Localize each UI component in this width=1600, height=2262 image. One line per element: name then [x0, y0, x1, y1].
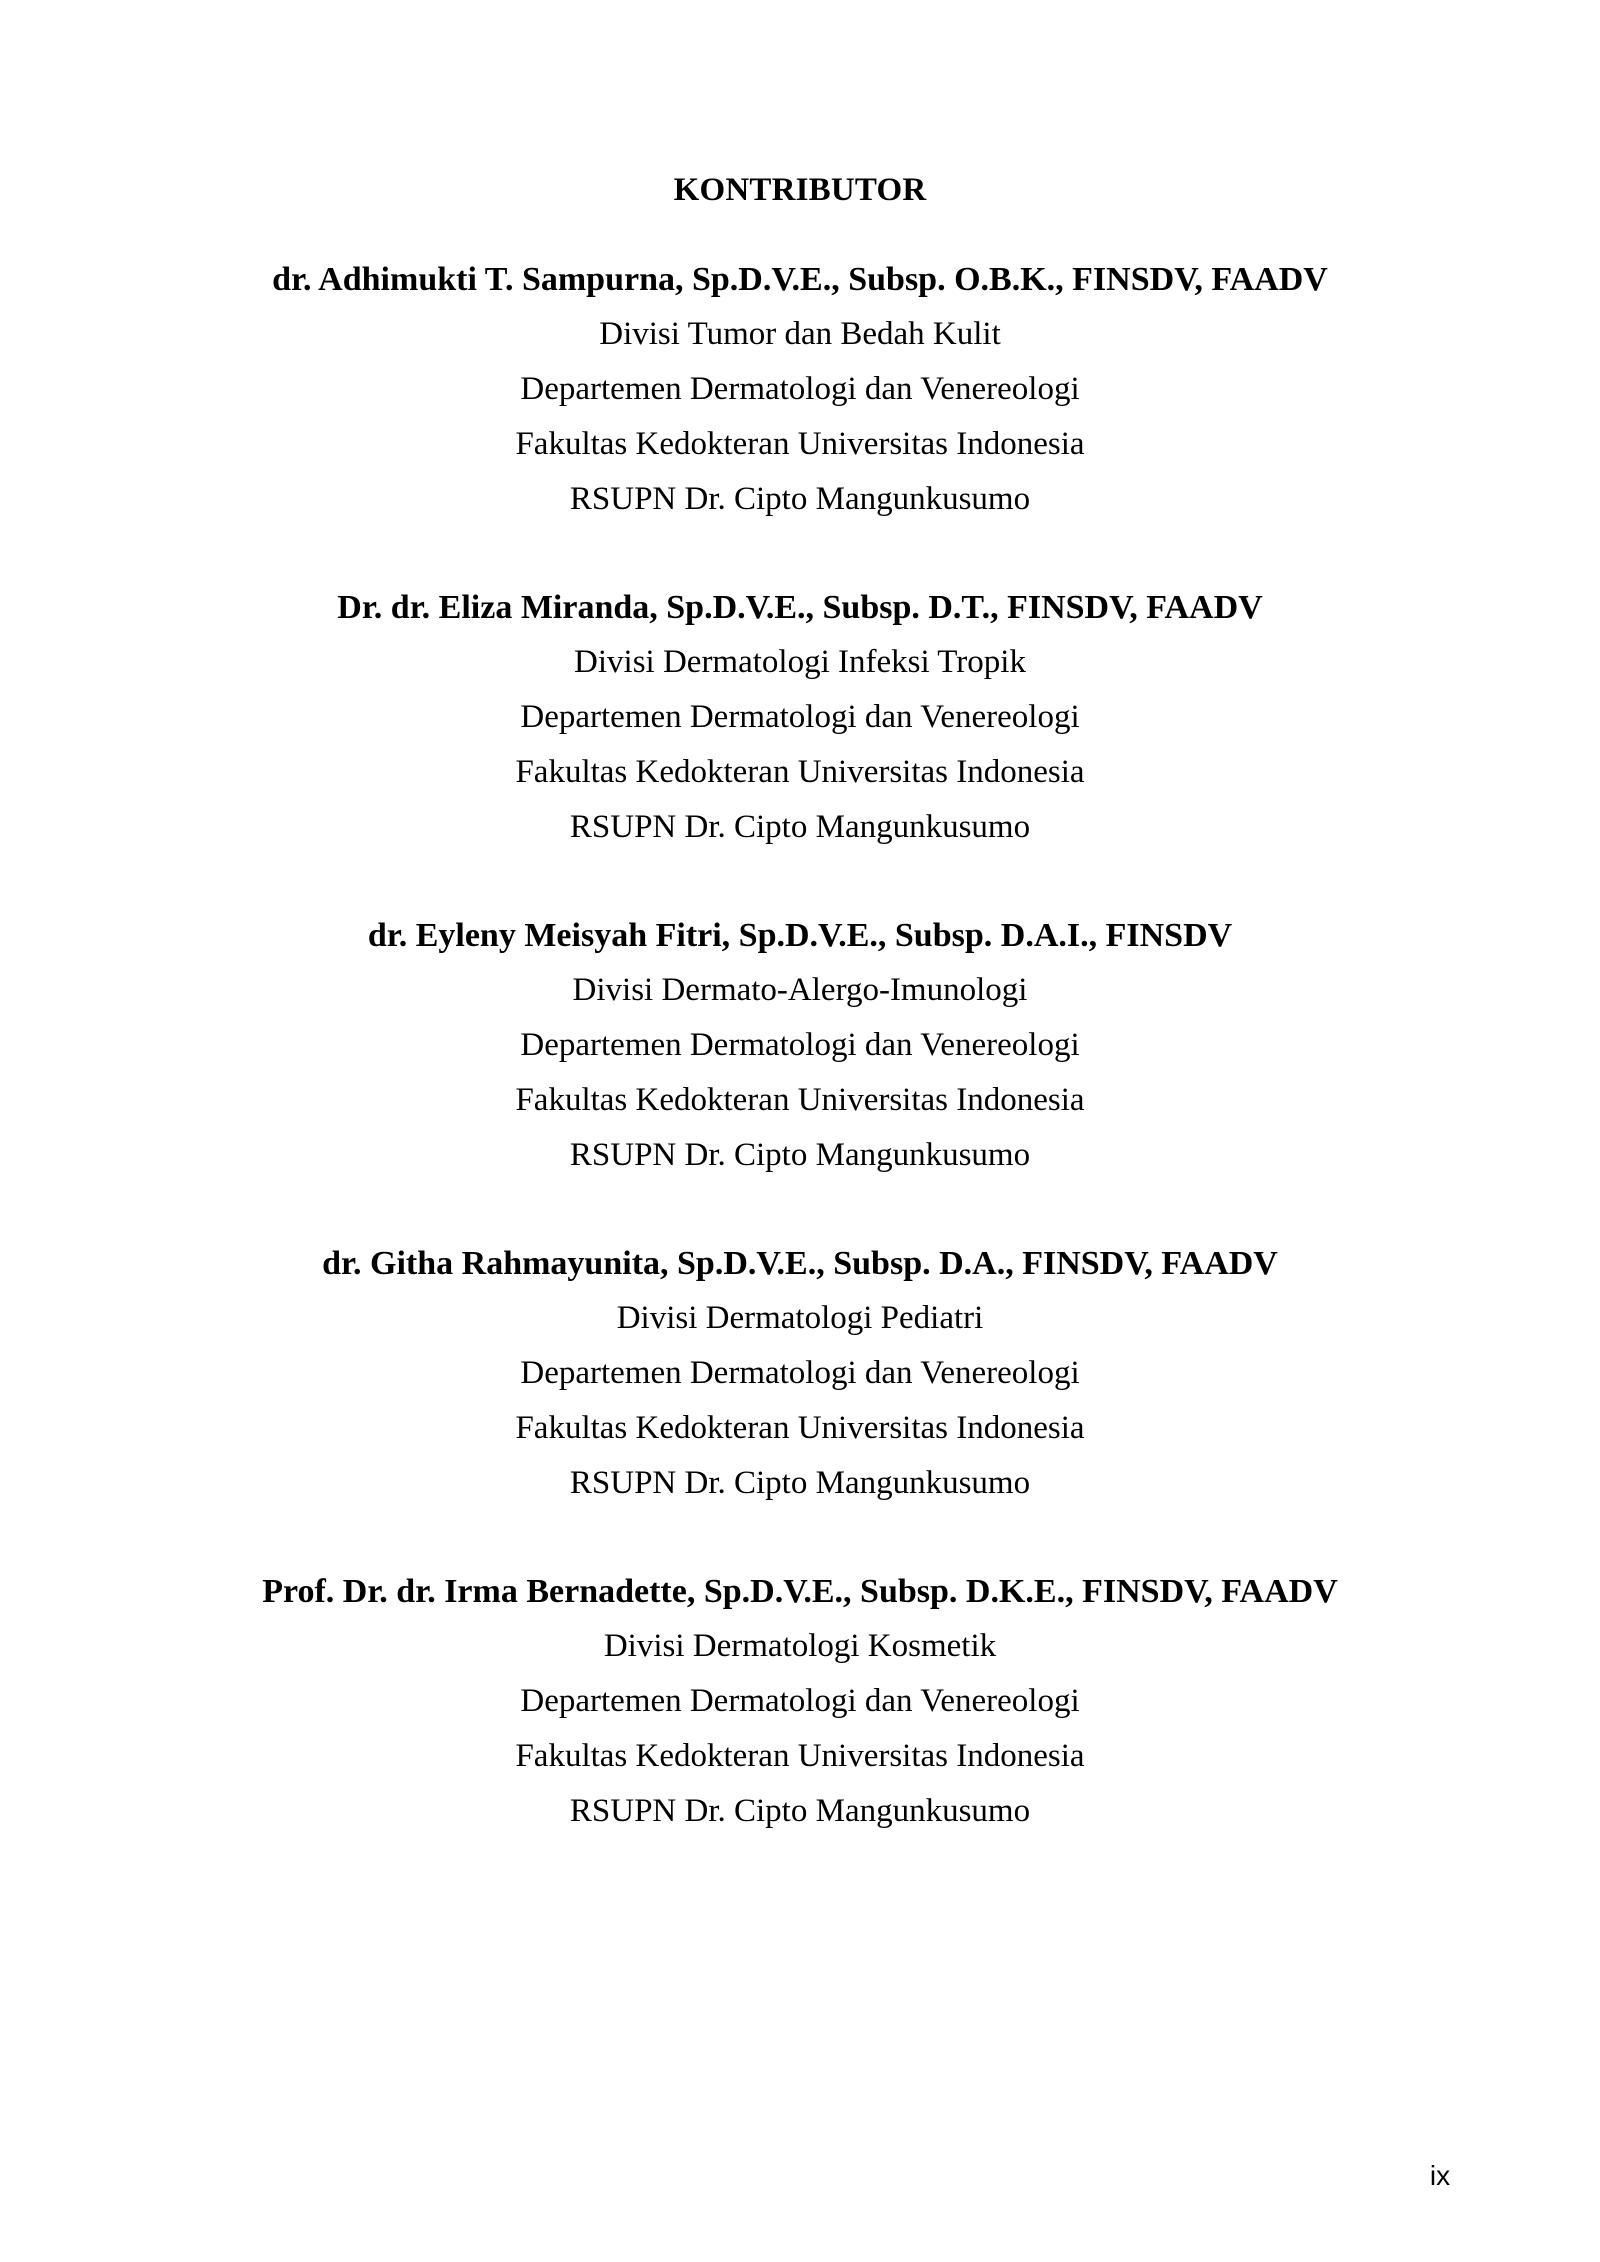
contributor-entry	[0, 908, 1600, 1183]
contributor-entry	[0, 580, 1600, 855]
contributor-division: Divisi Tumor dan Bedah Kulit	[599, 316, 1001, 352]
contributor-department: Departemen Dermatologi dan Venereologi	[520, 1027, 1080, 1063]
contributor-hospital: RSUPN Dr. Cipto Mangunkusumo	[569, 1465, 1031, 1501]
contributor-name: dr. Eyleny Meisyah Fitri, Sp.D.V.E., Subsp. D.A.I., FINSDV	[367, 917, 1233, 954]
contributor-faculty: Fakultas Kedokteran Universitas Indonesia	[515, 754, 1085, 790]
contributor-name: Prof. Dr. dr. Irma Bernadette, Sp.D.V.E., Subsp. D.K.E., FINSDV, FAADV	[262, 1573, 1338, 1610]
contributor-department: Departemen Dermatologi dan Venereologi	[520, 1355, 1080, 1391]
contributor-division: Divisi Dermatologi Pediatri	[616, 1300, 984, 1336]
contributor-department: Departemen Dermatologi dan Venereologi	[520, 1683, 1080, 1719]
contributor-name: dr. Adhimukti T. Sampurna, Sp.D.V.E., Subsp. O.B.K., FINSDV, FAADV	[272, 261, 1328, 298]
contributor-department: Departemen Dermatologi dan Venereologi	[520, 371, 1080, 407]
contributor-faculty: Fakultas Kedokteran Universitas Indonesia	[515, 1082, 1085, 1118]
page-number: ix	[1429, 2160, 1451, 2191]
contributor-faculty: Fakultas Kedokteran Universitas Indonesia	[515, 1410, 1085, 1446]
contributor-faculty: Fakultas Kedokteran Universitas Indonesia	[515, 426, 1085, 462]
contributor-entry	[0, 1564, 1600, 1839]
contributor-faculty: Fakultas Kedokteran Universitas Indonesia	[515, 1738, 1085, 1774]
contributor-entry	[0, 252, 1600, 527]
contributor-division: Divisi Dermato-Alergo-Imunologi	[572, 972, 1028, 1008]
contributor-name: dr. Githa Rahmayunita, Sp.D.V.E., Subsp. D.A., FINSDV, FAADV	[322, 1245, 1278, 1282]
contributor-division: Divisi Dermatologi Kosmetik	[603, 1628, 997, 1664]
contributor-hospital: RSUPN Dr. Cipto Mangunkusumo	[569, 1137, 1031, 1173]
contributor-department: Departemen Dermatologi dan Venereologi	[520, 699, 1080, 735]
contributor-entry	[0, 1236, 1600, 1511]
page-title: KONTRIBUTOR	[673, 172, 927, 208]
contributor-division: Divisi Dermatologi Infeksi Tropik	[574, 644, 1026, 680]
contributor-hospital: RSUPN Dr. Cipto Mangunkusumo	[569, 1793, 1031, 1829]
contributor-name: Dr. dr. Eliza Miranda, Sp.D.V.E., Subsp. D.T., FINSDV, FAADV	[337, 589, 1263, 626]
contributor-hospital: RSUPN Dr. Cipto Mangunkusumo	[569, 481, 1031, 517]
contributor-hospital: RSUPN Dr. Cipto Mangunkusumo	[569, 809, 1031, 845]
